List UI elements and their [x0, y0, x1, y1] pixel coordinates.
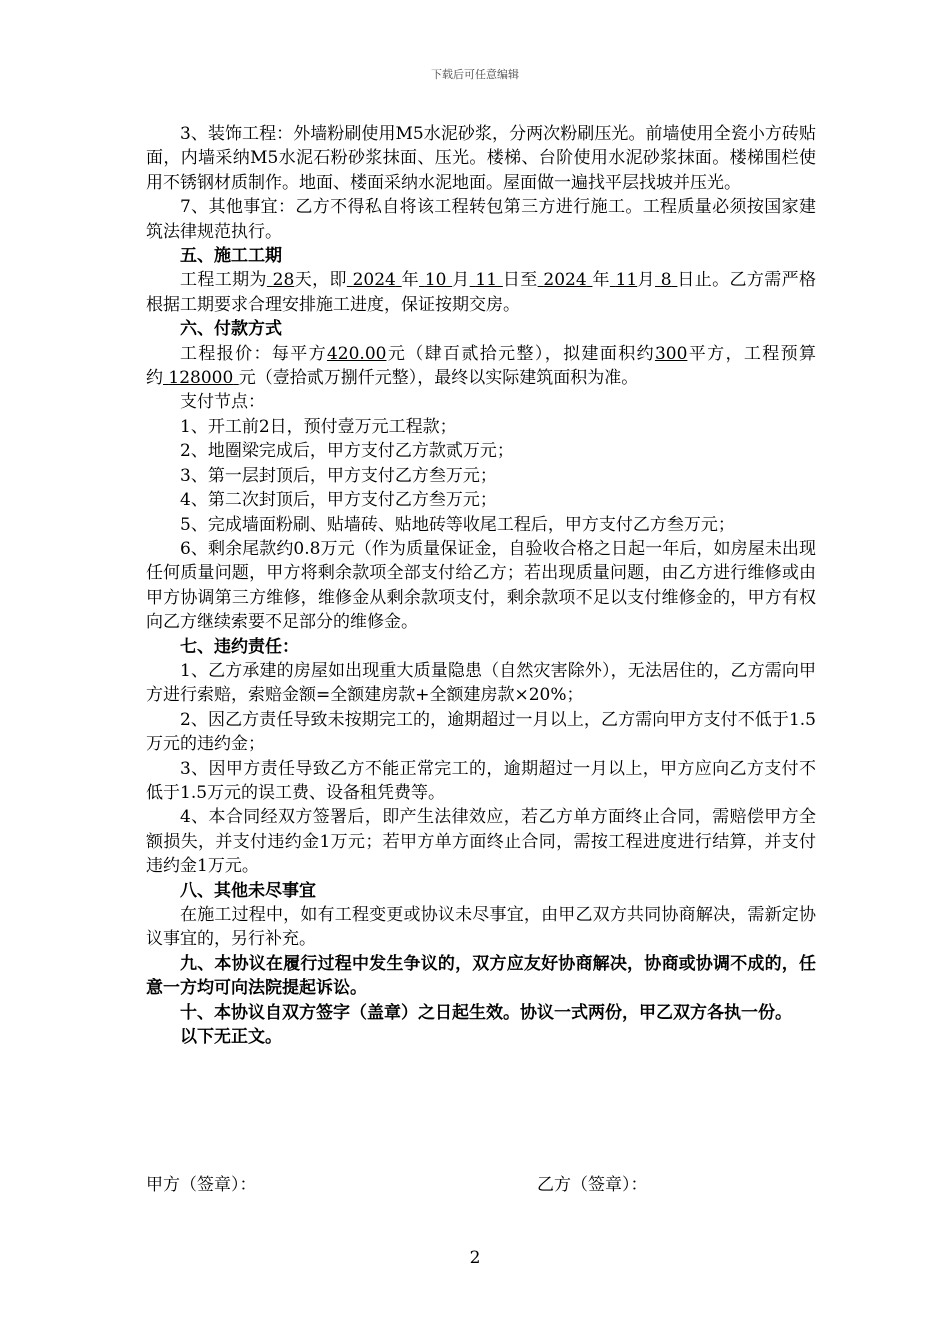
payment-item: 3、第一层封顶后，甲方支付乙方叁万元；: [180, 465, 497, 486]
budget-value: 128000: [168, 368, 234, 389]
document-body: [146, 122, 816, 1049]
heading-construction-period: 五、施工工期: [180, 246, 282, 267]
payment-item: 2、地圈梁完成后，甲方支付乙方款贰万元；: [180, 441, 514, 462]
breach-item: 1、乙方承建的房屋如出现重大质量隐患（自然灾害除外），无法居住的，乙方需向甲方进行索赔，索赔金额=全额建房款+全额建房款×20%；: [146, 660, 816, 706]
payment-nodes-label: 支付节点：: [180, 392, 265, 413]
end-year: 2024: [543, 270, 587, 291]
paragraph-other-matters: 7、其他事宜：乙方不得私自将该工程转包第三方进行施工。工程质量必须按国家建筑法律规范执行。: [146, 197, 816, 242]
unit-price: 420.00: [326, 343, 387, 364]
heading-breach-liability: 七、违约责任：: [180, 636, 299, 657]
payment-item: 1、开工前2日，预付壹万元工程款；: [180, 416, 457, 437]
duration-days: 28: [272, 270, 295, 291]
clause-effective: 十、本协议自双方签字（盖章）之日起生效。协议一式两份，甲乙双方各执一份。: [180, 1002, 792, 1023]
clause-dispute: 九、本协议在履行过程中发生争议的，双方应友好协商解决，协商或协调不成的，任意一方均可向法院提起诉讼。: [146, 953, 816, 999]
page-number: 2: [469, 1248, 481, 1268]
breach-item: 4、本合同经双方签署后，即产生法律效应，若乙方单方面终止合同，需赔偿甲方全额损失，并支付违约金1万元；若甲方单方面终止合同，需按工程进度进行结算，并支付违约金1万元。: [146, 807, 816, 877]
payment-item: 6、剩余尾款约0.8万元（作为质量保证金，自验收合格之日起一年后，如房屋未出现任何质量问题，甲方将剩余款项全部支付给乙方；若出现质量问题，由乙方进行维修或由甲方协调第三方维修，维修金从剩余款项支付，剩余款项不足以支付维修金的，甲方有权向乙方继续索要不足部分的维修金。: [146, 538, 816, 633]
payment-item: 4、第二次封顶后，甲方支付乙方叁万元；: [180, 490, 497, 511]
start-day: 11: [475, 270, 498, 291]
paragraph-schedule: 工程工期为 28天，即 2024 年 10 月 11 日至 2024 年 11月 8 日止。乙方需严格根据工期要求合理安排施工进度，保证按期交房。: [146, 270, 817, 315]
party-b-signature-label: 乙方（签章）：: [537, 1175, 648, 1195]
payment-item: 5、完成墙面粉刷、贴墙砖、贴地砖等收尾工程后，甲方支付乙方叁万元；: [180, 514, 735, 535]
breach-item: 2、因乙方责任导致未按期完工的，逾期超过一月以上，乙方需向甲方支付不低于1.5万元的违约金；: [146, 709, 816, 755]
paragraph-decoration: 3、装饰工程：外墙粉刷使用M5水泥砂浆，分两次粉刷压光。前墙使用全瓷小方砖贴面，内墙采纳M5水泥石粉砂浆抹面、压光。楼梯、台阶使用水泥砂浆抹面。楼梯围栏使用不锈钢材质制作。地面、楼面采纳水泥地面。屋面做一遍找平层找坡并压光。: [146, 124, 816, 193]
party-a-signature-label: 甲方（签章）：: [146, 1175, 257, 1195]
end-day: 8: [660, 270, 672, 291]
end-month: 11: [615, 270, 638, 291]
page-header: 下载后可任意编辑: [431, 68, 519, 81]
paragraph-price: 工程报价：每平方420.00元（肆百贰拾元整），拟建面积约300平方，工程预算约 128000 元（壹拾贰万捌仟元整），最终以实际建筑面积为准。: [146, 343, 817, 389]
start-month: 10: [424, 270, 447, 291]
heading-other-unfinished-matters: 八、其他未尽事宜: [180, 880, 316, 901]
area-value: 300: [654, 343, 688, 364]
heading-payment-method: 六、付款方式: [180, 319, 282, 340]
end-note: 以下无正文。: [180, 1027, 282, 1048]
breach-item: 3、因甲方责任导致乙方不能正常完工的，逾期超过一月以上，甲方应向乙方支付不低于1.5万元的误工费、设备租凭费等。: [146, 758, 816, 803]
start-year: 2024: [352, 270, 396, 291]
paragraph-supplement: 在施工过程中，如有工程变更或协议未尽事宜，由甲乙双方共同协商解决，需新定协议事宜的，另行补充。: [146, 905, 816, 950]
